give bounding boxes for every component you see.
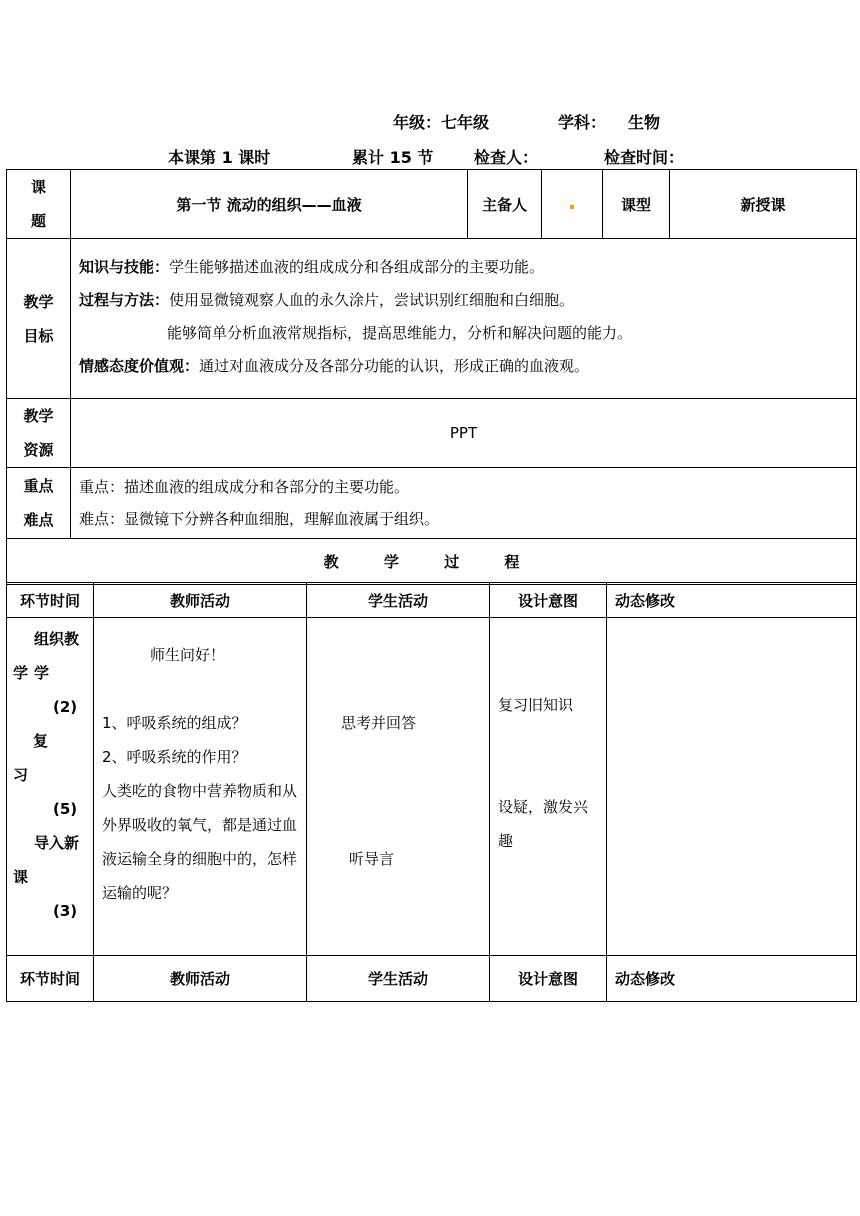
design-intent [490, 618, 607, 956]
key-point: 重点：描述血液的组成成分和各部分的主要功能。 [79, 478, 410, 496]
process-line: 过程与方法：使用显微镜观察人血的永久涂片，尝试识别红细胞和白细胞。 [79, 291, 575, 309]
objectives-row [7, 239, 857, 399]
question-2: 2、呼吸系统的作用？ [102, 748, 247, 766]
type-label: 课型 [603, 170, 670, 239]
header-student-repeat: 学生活动 [307, 956, 490, 1002]
header-teacher: 教师活动 [94, 583, 307, 618]
inspector-label: 检查人： [474, 148, 539, 167]
header-modify: 动态修改 [607, 583, 857, 618]
key-points-row [7, 468, 857, 539]
header-student: 学生活动 [307, 583, 490, 618]
dynamic-modify [607, 618, 857, 956]
intent-review: 复习旧知识 [498, 696, 574, 714]
total-lessons: 累计 15 节 [352, 148, 434, 167]
key-points-label: 重点 难点 [7, 468, 71, 539]
greeting: 师生问好！ [150, 646, 226, 664]
preparer-label: 主备人 [468, 170, 542, 239]
topic-value: 第一节 流动的组织——血液 [71, 170, 468, 239]
process-title: 教 学 过 程 [7, 539, 857, 585]
resources-label: 教学 资源 [7, 399, 71, 468]
grade-label: 年级：七年级 [393, 113, 490, 132]
header-stage-repeat: 环节时间 [7, 956, 94, 1002]
student-answer: 思考并回答 [341, 714, 417, 732]
emotion-line: 情感态度价值观：通过对血液成分及各部分功能的认识，形成正确的血液观。 [79, 357, 590, 375]
key-points-content [71, 468, 857, 539]
highlight-mark-icon [570, 205, 574, 209]
lesson-info-table [6, 169, 857, 585]
header-intent-repeat: 设计意图 [490, 956, 607, 1002]
intro-text: 人类吃的食物中营养物质和从外界吸收的氧气，都是通过血液运输全身的细胞中的，怎样运输的呢？ [102, 782, 298, 902]
student-activity [307, 618, 490, 956]
process-table [6, 582, 857, 1002]
preparer-value [542, 170, 603, 239]
topic-label: 课 题 [7, 170, 71, 239]
header-intent: 设计意图 [490, 583, 607, 618]
process-title-row [7, 539, 857, 585]
process-header-row-repeat [7, 956, 857, 1002]
resources-row [7, 399, 857, 468]
subject-value: 生物 [628, 113, 661, 132]
header-teacher-repeat: 教师活动 [94, 956, 307, 1002]
resources-value: PPT [71, 399, 857, 468]
subject-label: 学科： [558, 113, 607, 132]
stage-cell: 组织教学 学 (2) 复 习 (5) 导入新 课 (3) [7, 618, 94, 956]
process-body-row [7, 618, 857, 956]
type-value: 新授课 [670, 170, 857, 239]
knowledge-line: 知识与技能：学生能够描述血液的组成成分和各组成部分的主要功能。 [79, 258, 545, 276]
topic-row [7, 170, 857, 239]
teacher-activity [94, 618, 307, 956]
header-modify-repeat: 动态修改 [607, 956, 857, 1002]
objectives-label: 教学 目标 [7, 239, 71, 399]
lesson-number: 本课第 1 课时 [168, 148, 271, 167]
objectives-content [71, 239, 857, 399]
student-listen: 听导言 [349, 850, 395, 868]
header-stage: 环节时间 [7, 583, 94, 618]
check-time-label: 检查时间： [604, 148, 685, 167]
intent-interest: 设疑，激发兴趣 [498, 798, 589, 850]
process-line-2: 能够简单分析血液常规指标，提高思维能力，分析和解决问题的能力。 [167, 324, 633, 342]
process-header-row [7, 583, 857, 618]
question-1: 1、呼吸系统的组成？ [102, 714, 247, 732]
difficult-point: 难点：显微镜下分辨各种血细胞，理解血液属于组织。 [79, 510, 440, 528]
